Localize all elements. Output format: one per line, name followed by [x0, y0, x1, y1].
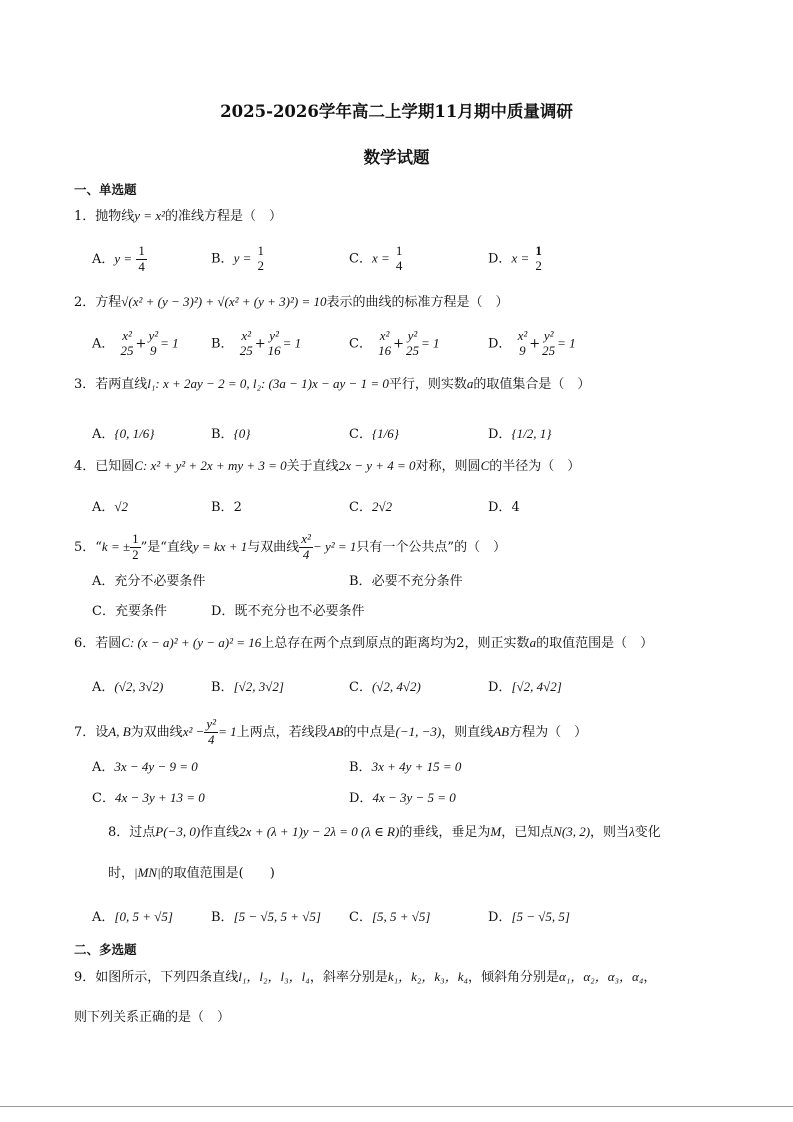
q1-stem-tail: 的准线方程是（ ）	[165, 209, 283, 224]
option-label: B．	[211, 500, 234, 515]
question-1-stem	[74, 205, 282, 224]
option-label: D．	[488, 336, 512, 352]
option-label: B．	[349, 760, 372, 775]
q7-option-a[interactable]	[92, 756, 198, 775]
option-value: {0}	[233, 426, 251, 441]
q2-option-d[interactable]: D． x² 9 + y² 25 = 1	[488, 328, 576, 358]
q7-stem-mid3: 的中点是	[343, 724, 396, 740]
question-9-stem-line2: 则下列关系正确的是（ ）	[74, 1010, 231, 1025]
q8-line2-mn: |MN|	[134, 865, 161, 880]
option-label: A．	[92, 427, 115, 442]
option-label: D．	[211, 604, 235, 619]
option-label: A．	[92, 500, 115, 515]
option-label: B．	[211, 251, 234, 267]
q4-stem-math2: 2x − y + 4 = 0	[338, 458, 416, 473]
option-value: 3x − 4y − 9 = 0	[114, 759, 198, 774]
q8-stem-text: 8．过点	[108, 825, 156, 840]
q6-stem-var: a	[529, 635, 537, 650]
option-value: [5 − √5, 5 + √5]	[233, 909, 321, 924]
q4-stem-text: 4．已知圆	[74, 459, 135, 474]
q9-stem-tail: ，	[643, 970, 657, 985]
q4-option-c[interactable]	[349, 496, 392, 515]
q6-option-c[interactable]	[349, 676, 421, 695]
fraction: y² 25	[406, 328, 419, 358]
q8-line2-text: 时，	[108, 866, 135, 881]
equals-one: = 1	[557, 335, 576, 351]
option-label: C．	[92, 604, 115, 619]
fraction: x² 9	[517, 328, 528, 358]
q9-stem-mid2: ，倾斜角分别是	[468, 970, 560, 985]
option-math: y =	[114, 250, 133, 266]
option-label: C．	[349, 427, 372, 442]
option-value: [5, 5 + √5]	[371, 909, 431, 924]
q7-stem-mid4: ，则直线	[441, 724, 494, 740]
option-label: D．	[488, 500, 512, 515]
option-label: A．	[92, 680, 115, 695]
q1-stem-text: 1．抛物线	[74, 209, 135, 224]
q5-stem-tail: 只有一个公共点”的（ ）	[356, 539, 507, 555]
page-bottom-rule	[0, 1106, 793, 1107]
q6-stem-mid: 上总存在两个点到原点的距离均为2，则正实数	[261, 636, 530, 651]
q5-stem-k: k = ±	[101, 538, 131, 554]
q8-stem-m: M	[490, 824, 502, 839]
option-label: D．	[488, 427, 512, 442]
option-value: {0, 1/6}	[114, 426, 155, 441]
option-value: 4x − 3y + 13 = 0	[114, 790, 205, 805]
q3-option-b[interactable]	[211, 423, 250, 442]
q2-option-a[interactable]: A． x² 25 + y² 9 = 1	[92, 328, 179, 358]
q7-stem-mid: 为双曲线	[130, 724, 183, 740]
q4-stem-math: C: x² + y² + 2x + my + 3 = 0	[134, 458, 287, 473]
option-label: C．	[349, 910, 372, 925]
option-value: 必要不充分条件	[371, 574, 463, 589]
option-math: x =	[371, 250, 390, 266]
q1-option-c[interactable]	[349, 244, 404, 274]
q8-option-d[interactable]	[488, 906, 570, 925]
option-value: √2	[114, 499, 129, 514]
option-value: 充要条件	[114, 604, 167, 619]
q3-option-d[interactable]	[488, 423, 551, 442]
option-math: y =	[233, 250, 252, 266]
option-value: [5 − √5, 5]	[511, 909, 570, 924]
q6-stem-text: 6．若圆	[74, 636, 122, 651]
option-label: A．	[92, 910, 115, 925]
fraction: x² 16	[378, 328, 392, 358]
q8-stem-mid4: ，则当	[590, 825, 630, 840]
q8-stem-lambda: λ	[629, 824, 635, 839]
section-heading-multi: 二、多选题	[74, 942, 137, 957]
option-label: C．	[349, 336, 372, 352]
option-value: 4x − 3y − 5 = 0	[372, 790, 456, 805]
q8-stem-mid2: 的垂线，垂足为	[399, 825, 491, 840]
q5-stem-text: 5．“	[74, 539, 102, 555]
option-value: [√2, 4√2]	[511, 679, 562, 694]
q8-stem-point-p: P(−3, 0)	[155, 824, 201, 839]
q7-stem-x: x² −	[182, 723, 205, 739]
q9-stem-mid: ，斜率分别是	[309, 970, 388, 985]
q3-stem-var: a	[466, 376, 474, 391]
q7-option-d[interactable]	[349, 787, 456, 806]
q7-stem-line: AB	[493, 723, 510, 739]
section-heading-single: 一、单选题	[74, 182, 137, 197]
option-label: C．	[92, 791, 115, 806]
equals-one: = 1	[421, 335, 440, 351]
q8-line2-tail: 的取值范围是( )	[160, 866, 275, 881]
fraction: $\frac{\text{y²}}{4}$	[206, 716, 217, 747]
option-value: 2	[233, 500, 242, 515]
option-label: D．	[349, 791, 373, 806]
q4-option-b[interactable]	[211, 496, 242, 515]
q7-stem-eq: = 1	[218, 723, 237, 739]
fraction: $\frac{1}{4}$	[138, 243, 145, 274]
q7-stem-mid2: 上两点，若线段	[236, 724, 328, 740]
option-label: A．	[92, 574, 115, 589]
q8-stem-mid3: ，已知点	[501, 825, 554, 840]
q6-stem-tail: 的取值范围是（ ）	[536, 636, 654, 651]
q8-option-c[interactable]	[349, 906, 430, 925]
q1-option-a[interactable]	[92, 244, 147, 275]
option-label: C．	[349, 500, 372, 515]
page-subtitle: 数学试题	[363, 148, 430, 167]
q6-option-d[interactable]	[488, 676, 562, 695]
q3-stem-mid: 平行，则实数	[388, 377, 467, 392]
q7-stem-seg: AB	[327, 723, 344, 739]
q4-stem-var: C	[480, 458, 490, 473]
fraction: x² 25	[239, 328, 253, 358]
equals-one: = 1	[282, 335, 302, 351]
question-4-stem	[74, 455, 580, 474]
option-label: C．	[349, 680, 372, 695]
q8-option-b[interactable]	[211, 906, 321, 925]
q4-option-a[interactable]	[92, 496, 128, 515]
q5-stem-hyperbola: − y² = 1	[312, 538, 357, 554]
q6-option-b[interactable]	[211, 676, 284, 695]
option-label: B．	[211, 427, 234, 442]
q4-stem-mid2: 对称，则圆	[415, 459, 481, 474]
fraction: x² 25	[120, 328, 134, 358]
q2-option-c[interactable]: C． x² 16 + y² 25 = 1	[349, 328, 440, 358]
option-label: B．	[349, 574, 372, 589]
option-label: B．	[211, 336, 234, 352]
option-value: [√2, 3√2]	[233, 679, 284, 694]
q3-stem-tail: 的取值集合是（ ）	[473, 377, 591, 392]
option-label: B．	[211, 680, 234, 695]
fraction: y² 25	[542, 328, 556, 358]
option-value: 4	[511, 500, 520, 515]
q1-option-d[interactable]	[488, 244, 544, 274]
option-label: D．	[488, 910, 512, 925]
fraction: $\frac{1}{2}$	[132, 531, 139, 562]
option-value: 既不充分也不必要条件	[234, 604, 365, 619]
q7-option-b[interactable]	[349, 756, 461, 775]
fraction: 1 2	[535, 243, 542, 273]
q8-stem-point-n: N(3, 2)	[553, 824, 591, 839]
question-8-stem-line2	[108, 862, 275, 881]
q2-option-b[interactable]: B． x² 25 + y² 16 = 1	[211, 328, 302, 358]
q5-option-d[interactable]	[211, 600, 364, 619]
fraction: y² 16	[267, 328, 281, 358]
q3-option-a[interactable]	[92, 423, 154, 442]
q5-stem-line: y = kx + 1	[192, 538, 248, 554]
option-value: (√2, 4√2)	[371, 679, 421, 694]
q9-stem-slopes: k₁，k₂，k₃，k₄	[387, 969, 468, 984]
q3-stem-text: 3．若两直线	[74, 377, 148, 392]
question-2-stem	[74, 291, 509, 310]
fraction: y² 9	[148, 328, 159, 358]
q3-stem-math: l₁: x + 2ay − 2 = 0, l₂: (3a − 1)x − ay − 1 = 0	[147, 376, 389, 391]
option-value: 2√2	[371, 499, 393, 514]
q7-stem-tail: 方程为（ ）	[509, 724, 588, 740]
q6-option-a[interactable]	[92, 676, 163, 695]
q7-stem-text: 7．设	[74, 724, 109, 740]
option-value: (√2, 3√2)	[114, 679, 164, 694]
option-label: A．	[92, 760, 115, 775]
option-value: 充分不必要条件	[114, 574, 206, 589]
q5-stem-mid2: 与双曲线	[247, 539, 300, 555]
fraction: $\frac{\text{x²}}{4}$	[301, 531, 311, 562]
q9-stem-lines: l₁，l₂，l₃，l₄	[238, 969, 310, 984]
q2-stem-tail: 表示的曲线的标准方程是（ ）	[326, 295, 509, 310]
q4-stem-tail: 的半径为（ ）	[489, 459, 581, 474]
option-value: {1/2, 1}	[511, 426, 552, 441]
q7-stem-ab: A, B	[108, 723, 131, 739]
option-label: C．	[349, 251, 372, 267]
option-label: D．	[488, 251, 512, 267]
q5-stem-mid: ”是“直线	[140, 539, 193, 555]
q5-option-c[interactable]	[92, 600, 167, 619]
q5-option-b[interactable]	[349, 570, 463, 589]
q9-stem-text: 9．如图所示，下列四条直线	[74, 970, 239, 985]
q9-stem-angles: α₁，α₂，α₃，α₄	[559, 969, 644, 984]
q8-stem-line: 2x + (λ + 1)y − 2λ = 0 (λ ∈ R)	[239, 824, 400, 839]
q1-stem-math: y = x²	[134, 208, 165, 223]
q2-stem-text: 2．方程	[74, 295, 122, 310]
q8-stem-mid: 作直线	[200, 825, 240, 840]
q6-stem-math: C: (x − a)² + (y − a)² = 16	[121, 635, 262, 650]
question-5-stem	[74, 532, 506, 563]
option-value: [0, 5 + √5]	[114, 909, 173, 924]
option-label: D．	[488, 680, 512, 695]
q3-option-c[interactable]	[349, 423, 399, 442]
q7-option-c[interactable]	[92, 787, 205, 806]
option-value: 3x + 4y + 15 = 0	[371, 759, 462, 774]
question-6-stem	[74, 632, 653, 651]
fraction: 1 2	[257, 243, 264, 273]
fraction: 1 4	[395, 243, 403, 273]
q2-stem-math: √(x² + (y − 3)²) + √(x² + (y + 3)²) = 10	[121, 294, 327, 309]
q8-stem-tail: 变化	[634, 825, 661, 840]
page-title: 2025-2026学年高二上学期11月期中质量调研	[220, 102, 573, 121]
question-3-stem	[74, 373, 590, 392]
option-value: {1/6}	[371, 426, 399, 441]
q8-option-a[interactable]	[92, 906, 173, 925]
q4-stem-mid: 关于直线	[286, 459, 339, 474]
option-label: A．	[92, 251, 115, 267]
option-label: A．	[92, 336, 115, 352]
equals-one: = 1	[160, 335, 179, 351]
option-math: x =	[511, 250, 530, 266]
q1-option-b[interactable]	[211, 244, 266, 274]
q5-option-a[interactable]	[92, 570, 205, 589]
question-9-stem	[74, 966, 656, 985]
q7-stem-point: (−1, −3)	[395, 723, 442, 739]
option-label: B．	[211, 910, 234, 925]
q4-option-d[interactable]	[488, 496, 520, 515]
question-7-stem	[74, 717, 587, 748]
question-8-stem	[108, 821, 661, 840]
